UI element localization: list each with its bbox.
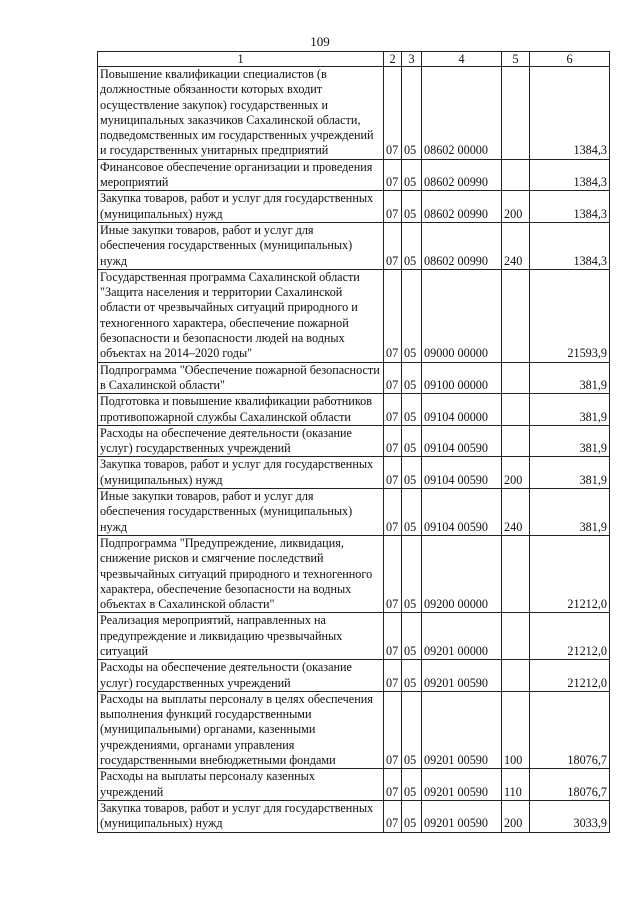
amount-cell: 381,9 xyxy=(530,489,610,536)
subsection-cell: 05 xyxy=(402,660,422,692)
page-number: 109 xyxy=(310,34,330,49)
name-cell: Расходы на обеспечение деятельности (оказание услуг) государственных учреждений xyxy=(98,660,384,692)
table-row xyxy=(98,362,610,394)
subsection-cell: 05 xyxy=(402,613,422,660)
amount-cell: 381,9 xyxy=(530,394,610,426)
header-cell-subsection: 3 xyxy=(402,52,422,67)
target-article-cell: 08602 00990 xyxy=(422,191,502,223)
table-row xyxy=(98,489,610,536)
amount-cell: 3033,9 xyxy=(530,800,610,832)
amount-cell: 21212,0 xyxy=(530,613,610,660)
amount-cell: 1384,3 xyxy=(530,67,610,160)
expense-type-cell xyxy=(502,159,530,191)
amount-cell: 18076,7 xyxy=(530,691,610,768)
subsection-cell: 05 xyxy=(402,222,422,269)
target-article-cell: 08602 00990 xyxy=(422,222,502,269)
table-row xyxy=(98,159,610,191)
table-row xyxy=(98,457,610,489)
table-row xyxy=(98,660,610,692)
section-cell: 07 xyxy=(384,800,402,832)
name-cell: Финансовое обеспечение организации и проведения мероприятий xyxy=(98,159,384,191)
name-cell: Реализация мероприятий, направленных на предупреждение и ликвидацию чрезвычайных ситуаций xyxy=(98,613,384,660)
section-cell: 07 xyxy=(384,269,402,362)
target-article-cell: 09104 00590 xyxy=(422,425,502,457)
amount-cell: 1384,3 xyxy=(530,222,610,269)
target-article-cell: 09100 00000 xyxy=(422,362,502,394)
subsection-cell: 05 xyxy=(402,457,422,489)
section-cell: 07 xyxy=(384,769,402,801)
expense-type-cell: 100 xyxy=(502,691,530,768)
expense-type-cell: 200 xyxy=(502,457,530,489)
expense-type-cell xyxy=(502,425,530,457)
section-cell: 07 xyxy=(384,191,402,223)
expense-type-cell: 200 xyxy=(502,800,530,832)
name-cell: Закупка товаров, работ и услуг для государственных (муниципальных) нужд xyxy=(98,457,384,489)
name-cell: Иные закупки товаров, работ и услуг для обеспечения государственных (муниципальных) нужд xyxy=(98,489,384,536)
table-row xyxy=(98,613,610,660)
target-article-cell: 09201 00590 xyxy=(422,660,502,692)
expense-type-cell: 110 xyxy=(502,769,530,801)
table-row xyxy=(98,535,610,612)
section-cell: 07 xyxy=(384,457,402,489)
budget-table xyxy=(97,51,610,833)
amount-cell: 381,9 xyxy=(530,457,610,489)
name-cell: Подготовка и повышение квалификации работников противопожарной службы Сахалинской области xyxy=(98,394,384,426)
subsection-cell: 05 xyxy=(402,425,422,457)
name-cell: Закупка товаров, работ и услуг для государственных (муниципальных) нужд xyxy=(98,191,384,223)
expense-type-cell: 240 xyxy=(502,489,530,536)
section-cell: 07 xyxy=(384,535,402,612)
amount-cell: 1384,3 xyxy=(530,191,610,223)
name-cell: Подпрограмма "Предупреждение, ликвидация, снижение рисков и смягчение последствий чрезвычайных ситуаций природного и техногенного характера, обеспечение безопасности на водных объектах в Сахалинской области" xyxy=(98,535,384,612)
amount-cell: 21212,0 xyxy=(530,535,610,612)
table-row xyxy=(98,769,610,801)
header-cell-expense-type: 5 xyxy=(502,52,530,67)
target-article-cell: 09201 00590 xyxy=(422,800,502,832)
target-article-cell: 09104 00000 xyxy=(422,394,502,426)
target-article-cell: 09104 00590 xyxy=(422,457,502,489)
name-cell: Закупка товаров, работ и услуг для государственных (муниципальных) нужд xyxy=(98,800,384,832)
table-row xyxy=(98,425,610,457)
subsection-cell: 05 xyxy=(402,394,422,426)
header-row xyxy=(98,52,610,67)
name-cell: Расходы на выплаты персоналу казенных учреждений xyxy=(98,769,384,801)
target-article-cell: 09000 00000 xyxy=(422,269,502,362)
expense-type-cell: 240 xyxy=(502,222,530,269)
amount-cell: 21593,9 xyxy=(530,269,610,362)
amount-cell: 381,9 xyxy=(530,425,610,457)
amount-cell: 1384,3 xyxy=(530,159,610,191)
name-cell: Расходы на обеспечение деятельности (оказание услуг) государственных учреждений xyxy=(98,425,384,457)
expense-type-cell xyxy=(502,535,530,612)
target-article-cell: 09104 00590 xyxy=(422,489,502,536)
table-row xyxy=(98,394,610,426)
header-cell-amount: 6 xyxy=(530,52,610,67)
expense-type-cell xyxy=(502,394,530,426)
header-cell-name: 1 xyxy=(98,52,384,67)
subsection-cell: 05 xyxy=(402,769,422,801)
table-row xyxy=(98,67,610,160)
expense-type-cell xyxy=(502,362,530,394)
name-cell: Иные закупки товаров, работ и услуг для обеспечения государственных (муниципальных) нужд xyxy=(98,222,384,269)
table-row xyxy=(98,191,610,223)
section-cell: 07 xyxy=(384,362,402,394)
expense-type-cell: 200 xyxy=(502,191,530,223)
target-article-cell: 09201 00000 xyxy=(422,613,502,660)
section-cell: 07 xyxy=(384,613,402,660)
expense-type-cell xyxy=(502,613,530,660)
expense-type-cell xyxy=(502,67,530,160)
subsection-cell: 05 xyxy=(402,269,422,362)
subsection-cell: 05 xyxy=(402,535,422,612)
subsection-cell: 05 xyxy=(402,67,422,160)
section-cell: 07 xyxy=(384,394,402,426)
target-article-cell: 08602 00000 xyxy=(422,67,502,160)
subsection-cell: 05 xyxy=(402,362,422,394)
target-article-cell: 09201 00590 xyxy=(422,769,502,801)
table-row xyxy=(98,222,610,269)
section-cell: 07 xyxy=(384,67,402,160)
section-cell: 07 xyxy=(384,159,402,191)
table-row xyxy=(98,269,610,362)
subsection-cell: 05 xyxy=(402,191,422,223)
section-cell: 07 xyxy=(384,489,402,536)
header-cell-target-article: 4 xyxy=(422,52,502,67)
table-row xyxy=(98,800,610,832)
amount-cell: 21212,0 xyxy=(530,660,610,692)
section-cell: 07 xyxy=(384,222,402,269)
section-cell: 07 xyxy=(384,691,402,768)
section-cell: 07 xyxy=(384,660,402,692)
name-cell: Подпрограмма "Обеспечение пожарной безопасности в Сахалинской области" xyxy=(98,362,384,394)
subsection-cell: 05 xyxy=(402,489,422,536)
subsection-cell: 05 xyxy=(402,691,422,768)
name-cell: Государственная программа Сахалинской области "Защита населения и территории Сахалинской области от чрезвычайных ситуаций природного и техногенного характера, обеспечение пожарной безопасности и безопасности людей на водных объектах на 2014–2020 годы" xyxy=(98,269,384,362)
name-cell: Расходы на выплаты персоналу в целях обеспечения выполнения функций государственными (муниципальными) органами, казенными учреждениями, органами управления государственными внебюджетными фондами xyxy=(98,691,384,768)
expense-type-cell xyxy=(502,269,530,362)
target-article-cell: 09200 00000 xyxy=(422,535,502,612)
header-cell-section: 2 xyxy=(384,52,402,67)
amount-cell: 18076,7 xyxy=(530,769,610,801)
table-row xyxy=(98,691,610,768)
amount-cell: 381,9 xyxy=(530,362,610,394)
target-article-cell: 08602 00990 xyxy=(422,159,502,191)
subsection-cell: 05 xyxy=(402,800,422,832)
target-article-cell: 09201 00590 xyxy=(422,691,502,768)
subsection-cell: 05 xyxy=(402,159,422,191)
expense-type-cell xyxy=(502,660,530,692)
section-cell: 07 xyxy=(384,425,402,457)
name-cell: Повышение квалификации специалистов (в должностные обязанности которых входит осуществление закупок) государственных и муниципальных заказчиков Сахалинской области, подведомственных им государственных учреждений и государственных унитарных предприятий xyxy=(98,67,384,160)
